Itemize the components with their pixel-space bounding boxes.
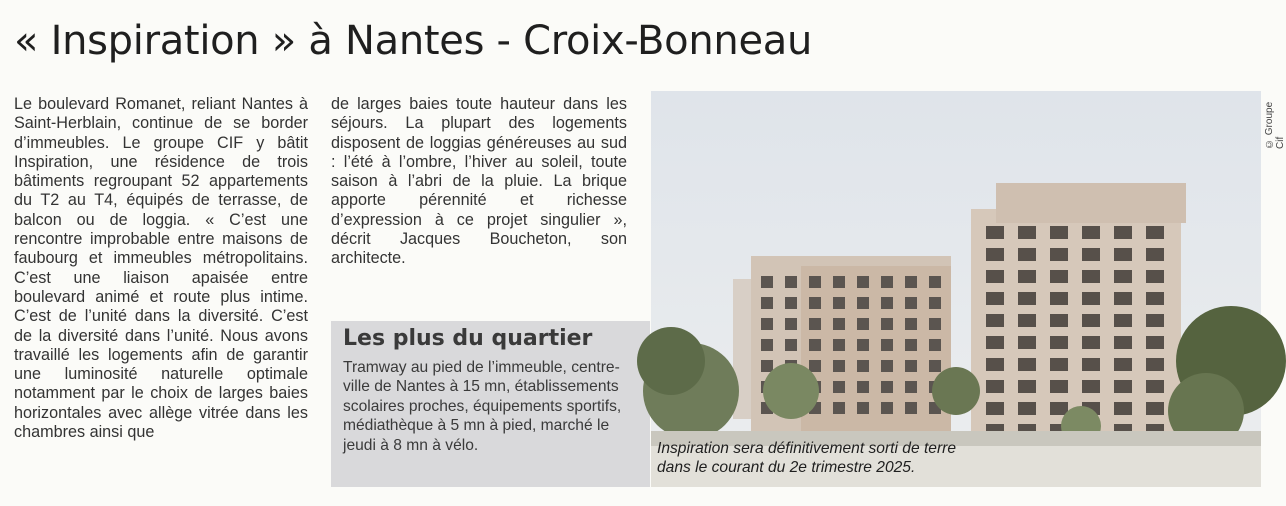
building-window [833, 339, 845, 351]
building-window [1114, 270, 1132, 283]
building-window [761, 318, 773, 330]
building-window [785, 318, 797, 330]
building-window [1050, 358, 1068, 371]
building-window [1146, 292, 1164, 305]
building-window [905, 318, 917, 330]
building-window [1050, 336, 1068, 349]
building-window [986, 358, 1004, 371]
building-window [1082, 336, 1100, 349]
building-window [1018, 292, 1036, 305]
photo-caption-line-1: Inspiration sera définitivement sorti de terre [657, 440, 957, 457]
article-headline: « Inspiration » à Nantes - Croix-Bonneau [14, 18, 813, 64]
building-window [833, 297, 845, 309]
building-window [809, 339, 821, 351]
building-window [1114, 314, 1132, 327]
building-window [833, 381, 845, 393]
building-window [881, 381, 893, 393]
building-window [1082, 292, 1100, 305]
building-window [1082, 380, 1100, 393]
building-window [1082, 314, 1100, 327]
building-window [986, 380, 1004, 393]
article-column-2: de larges baies toute hauteur dans les séjours. La plupart des logements disposent de loggias généreuses au sud : l’été à l’ombre, l’hiver au soleil, toute saison à l’abri de la pluie. La brique apporte pérennité et richesse d’expression à ce projet singulier », décrit Jacques Boucheton, son architecte. [331, 95, 627, 268]
building-window [929, 339, 941, 351]
building-window [881, 297, 893, 309]
building-window [1082, 226, 1100, 239]
building-window [1146, 380, 1164, 393]
building-window [809, 297, 821, 309]
building-window [1146, 358, 1164, 371]
building-window [833, 360, 845, 372]
neighborhood-highlights-box [331, 321, 650, 487]
building-window [1114, 336, 1132, 349]
building-window [986, 402, 1004, 415]
building-window [905, 297, 917, 309]
building-window [1018, 270, 1036, 283]
photo-caption [657, 439, 956, 477]
building-window [881, 402, 893, 414]
building-window [1146, 248, 1164, 261]
building-window [1114, 402, 1132, 415]
building-window [1146, 270, 1164, 283]
building-window [905, 339, 917, 351]
building-window [1018, 248, 1036, 261]
building-window [986, 270, 1004, 283]
building-window [986, 226, 1004, 239]
building-window [857, 360, 869, 372]
building-window [857, 276, 869, 288]
building-window [986, 248, 1004, 261]
building-window [833, 402, 845, 414]
building-window [929, 318, 941, 330]
photo-credit: © Groupe Cif [1264, 101, 1286, 149]
building-rendering-illustration [651, 91, 1261, 487]
building-window [929, 276, 941, 288]
building-window [1146, 402, 1164, 415]
building-window [1082, 248, 1100, 261]
building-window [1114, 358, 1132, 371]
building-window [857, 381, 869, 393]
building-window [1114, 292, 1132, 305]
building-window [1050, 270, 1068, 283]
building-window [857, 297, 869, 309]
building-window [857, 318, 869, 330]
building-window [857, 339, 869, 351]
building-window [833, 318, 845, 330]
building-window [1018, 358, 1036, 371]
building-window [905, 381, 917, 393]
building-window [785, 297, 797, 309]
building-window [905, 402, 917, 414]
building-window [761, 339, 773, 351]
building-window [1050, 402, 1068, 415]
building-window [761, 276, 773, 288]
building-window [857, 402, 869, 414]
building-window [1082, 358, 1100, 371]
building-window [929, 360, 941, 372]
building-window [881, 276, 893, 288]
building-window [986, 314, 1004, 327]
building-window [1018, 336, 1036, 349]
building-window [1146, 336, 1164, 349]
building-window [929, 297, 941, 309]
building-window [833, 276, 845, 288]
building-window [1114, 226, 1132, 239]
building-window [761, 297, 773, 309]
building-window [809, 276, 821, 288]
highlights-title: Les plus du quartier [343, 326, 593, 351]
building-window [1114, 248, 1132, 261]
building-window [1050, 248, 1068, 261]
building-window [1018, 380, 1036, 393]
building-window [986, 292, 1004, 305]
building-window [809, 360, 821, 372]
building-window [1050, 380, 1068, 393]
building-window [905, 276, 917, 288]
building-window [785, 276, 797, 288]
highlights-text: Tramway au pied de l’immeuble, centre-ville de Nantes à 15 mn, établissements scolaires proches, équipements sportifs, médiathèque à 5 mn à pied, marché le jeudi à 8 mn à vélo. [343, 359, 622, 454]
photo-caption-line-2: dans le courant du 2e trimestre 2025. [657, 459, 916, 476]
building-window [881, 360, 893, 372]
building-window [881, 339, 893, 351]
building-window [1114, 380, 1132, 393]
building-window [1146, 314, 1164, 327]
building-window [905, 360, 917, 372]
building-window [1018, 226, 1036, 239]
building-window [761, 360, 773, 372]
building-window [1050, 226, 1068, 239]
building-window [986, 336, 1004, 349]
building-window [1082, 270, 1100, 283]
building-window [881, 318, 893, 330]
building-window [1018, 402, 1036, 415]
article-column-1: Le boulevard Romanet, reliant Nantes à Saint-Herblain, continue de se border d’immeubles. Le groupe CIF y bâtit Inspiration, une résidence de trois bâtiments regroupant 52 appartements du T2 au T4, équipés de terrasse, de balcon ou de loggia. « C’est une rencontre improbable entre maisons de faubourg et immeubles métropolitains. C’est une liaison apaisée entre boulevard animé et route plus intime. C’est de l’unité dans la diversité. C’est de la diversité dans l’unité. Nous avons travaillé les logements afin de garantir une luminosité naturelle optimale notamment par le choix de larges baies horizontales avec allège vitrée dans les chambres ainsi que [14, 95, 308, 442]
building-window [1050, 292, 1068, 305]
building-window [1050, 314, 1068, 327]
building-window [1018, 314, 1036, 327]
building-window [809, 318, 821, 330]
building-rendering-photo [651, 91, 1261, 487]
building-window [1146, 226, 1164, 239]
building-window [785, 339, 797, 351]
